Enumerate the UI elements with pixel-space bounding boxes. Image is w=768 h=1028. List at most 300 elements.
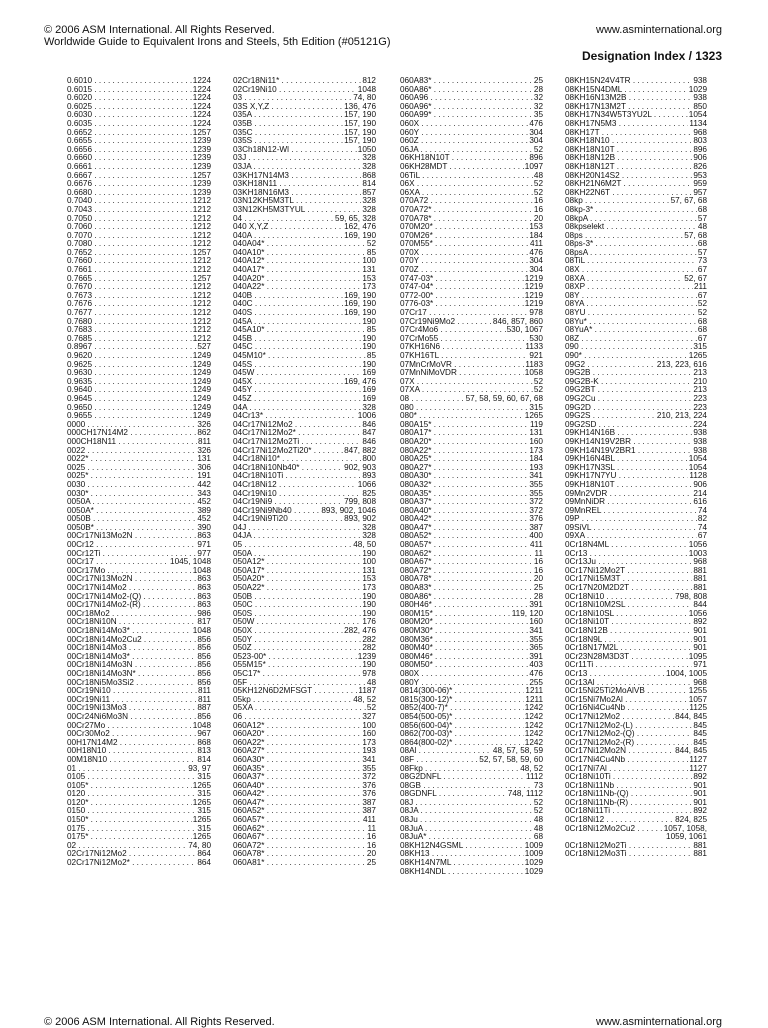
page-numbers: 1265: [192, 815, 211, 825]
page-numbers: 893, 902: [344, 514, 376, 524]
designation: 070Y . . .: [400, 257, 528, 266]
designation: 00Cr18Ni14Mo3N* . . .: [67, 670, 196, 679]
index-entry: [67, 825, 211, 834]
page-numbers: 845: [693, 720, 707, 730]
designation: 05 . . .: [233, 541, 352, 550]
index-entry: [67, 481, 211, 490]
index-entry: [67, 627, 211, 636]
page-numbers: 341: [529, 626, 543, 635]
index-entry: [565, 730, 707, 739]
index-entry: [67, 524, 211, 533]
index-entry: [67, 730, 211, 739]
designation: 080 . . .: [400, 404, 528, 413]
index-entry: [400, 687, 543, 696]
index-entry: [400, 137, 543, 146]
designation: 08KH17N5M3 . . .: [565, 120, 688, 129]
index-entry: [400, 249, 543, 258]
page-numbers: 892: [693, 617, 707, 627]
page-numbers: 846: [362, 419, 376, 429]
index-entry: [400, 807, 543, 816]
index-entry: [565, 257, 707, 266]
designation: 070M20* . . .: [400, 223, 528, 232]
page-numbers: 28: [533, 84, 543, 94]
page-numbers: 846: [362, 436, 376, 446]
designation: 080M50* . . .: [400, 661, 528, 670]
designation: 050A . . .: [233, 550, 361, 559]
designation: 060A83* . . .: [400, 77, 533, 86]
designation: 08TiL . . .: [565, 257, 697, 266]
designation: 000CH17N14M2 . . .: [67, 429, 196, 438]
index-entry: [565, 86, 707, 95]
index-entry: [565, 77, 707, 86]
designation: 0Cr17Ni7Al . . .: [565, 765, 688, 774]
index-entry: [565, 782, 707, 791]
page-numbers: 476: [529, 668, 543, 678]
index-entry: [233, 765, 376, 774]
page-numbers: 476: [529, 118, 543, 128]
index-entry: [67, 593, 211, 602]
designation: 00Cr18Ni14Mo3N . . .: [67, 661, 196, 670]
designation: 0050A* . . .: [67, 507, 196, 516]
index-entry: [565, 558, 707, 567]
designation: 03J . . .: [233, 154, 361, 163]
designation: 060X . . .: [400, 120, 528, 129]
page-numbers: 372: [529, 497, 543, 507]
index-entry: [565, 472, 707, 481]
designation: 070A72 . . .: [400, 197, 533, 206]
header-copyright: © 2006 ASM International. All Rights Reserved.: [44, 24, 275, 36]
index-entry: [67, 859, 211, 868]
index-entry: [565, 180, 707, 189]
page-numbers: 48: [697, 222, 707, 232]
index-entry: [67, 103, 211, 112]
index-entry: [400, 670, 543, 679]
page-numbers: 184: [529, 454, 543, 464]
page-numbers: 173: [362, 583, 376, 593]
designation: 060A67* . . .: [233, 833, 366, 842]
index-entry: [400, 111, 543, 120]
page-numbers: 190: [362, 316, 376, 326]
designation: 055M15* . . .: [233, 661, 361, 670]
designation: 08Al . . .: [400, 747, 492, 756]
designation: 0.6652 . . .: [67, 129, 192, 138]
designation: 09SiVL . . .: [565, 524, 697, 533]
page-numbers: 811: [197, 436, 211, 446]
page-numbers: 856: [197, 643, 211, 653]
designation: 09KH18N10T . . .: [565, 481, 692, 490]
page-numbers: 25: [533, 76, 543, 85]
index-entry: [565, 412, 707, 421]
page-numbers: 748, 1112: [507, 789, 543, 799]
designation: 0030* . . .: [67, 490, 196, 499]
designation: 00Cr19Ni10 . . .: [67, 687, 197, 696]
index-entry: [400, 524, 543, 533]
index-entry: [400, 490, 543, 499]
index-entry: [400, 447, 543, 456]
designation: 0Cr17Ni12Mo2-(L) . . .: [565, 722, 692, 731]
designation: 090* . . .: [565, 352, 688, 361]
page-numbers: 1054: [688, 110, 707, 120]
index-entry: [400, 704, 543, 713]
index-entry: [67, 816, 211, 825]
index-entry: [67, 257, 211, 266]
page-numbers: 176: [362, 617, 376, 627]
page-numbers: 845: [693, 729, 707, 739]
index-entry: [565, 747, 707, 756]
page-numbers: 184: [529, 230, 543, 240]
page-numbers: 893, 902, 1046: [321, 505, 376, 515]
index-entry: [565, 601, 707, 610]
designation: 080A78* . . .: [400, 575, 533, 584]
designation: 00Cr17Ni14Mo2 . . .: [67, 584, 196, 593]
index-entry: [67, 129, 211, 138]
index-entry: [67, 747, 211, 756]
designation: 08KH13 . . .: [400, 850, 524, 859]
page-numbers: 968: [693, 677, 707, 687]
page-numbers: 52, 57, 58, 59, 60: [479, 754, 543, 764]
page-numbers: 1249: [192, 393, 211, 403]
page-numbers: 616: [693, 497, 707, 507]
index-entry: [67, 722, 211, 731]
page-numbers: 1212: [192, 290, 211, 300]
page-numbers: 82: [697, 514, 707, 524]
page-numbers: 255: [529, 677, 543, 687]
designation: 08KH12N4GSML . . .: [400, 842, 524, 851]
designation: 0856(600-04)* . . .: [400, 722, 524, 731]
page-numbers: 57: [697, 247, 707, 257]
page-numbers: 387: [362, 797, 376, 807]
page-numbers: 411: [529, 239, 543, 249]
index-entry: [400, 163, 543, 172]
index-entry: [400, 464, 543, 473]
designation: 050B . . .: [233, 593, 361, 602]
designation: 00Cr18Mo2 . . .: [67, 610, 196, 619]
index-entry: [67, 850, 211, 859]
page-numbers: 1239: [192, 144, 211, 154]
page-numbers: 1239: [192, 187, 211, 197]
index-entry: [233, 773, 376, 782]
page-numbers: 825: [362, 488, 376, 498]
designation: 08Fkp . . .: [400, 765, 519, 774]
designation: 05kp . . .: [233, 696, 352, 705]
page-numbers: 190: [362, 600, 376, 610]
designation: 06KH28MDT . . .: [400, 163, 524, 172]
index-column-4: [565, 77, 707, 859]
page-numbers: 844, 845: [675, 711, 707, 721]
designation: 07X . . .: [400, 378, 533, 387]
designation: 060A99* . . .: [400, 111, 533, 120]
page-numbers: 223: [693, 402, 707, 412]
index-entry: [67, 378, 211, 387]
index-entry: [233, 343, 376, 352]
index-entry: [400, 129, 543, 138]
page-numbers: 1242: [524, 720, 543, 730]
index-entry: [565, 163, 707, 172]
designation: 0.6015 . . .: [67, 86, 192, 95]
page-numbers: 376: [529, 514, 543, 524]
index-entry: [565, 215, 707, 224]
designation: 080M15* . . .: [400, 610, 511, 619]
index-entry: [565, 309, 707, 318]
page-numbers: 978: [529, 308, 543, 318]
designation: 060A72* . . .: [233, 842, 366, 851]
index-entry: [233, 172, 376, 181]
designation: 060Y . . .: [400, 129, 528, 138]
page-numbers: 169, 190: [344, 290, 376, 300]
page-numbers: 57, 67, 68: [670, 196, 707, 206]
designation: 080M20* . . .: [400, 618, 528, 627]
index-entry: [565, 627, 707, 636]
page-numbers: 1125: [689, 703, 707, 713]
index-entry: [400, 257, 543, 266]
designation: 0.7070 . . .: [67, 232, 192, 241]
page-numbers: 403: [529, 660, 543, 670]
page-numbers: 896: [693, 144, 707, 154]
index-entry: [67, 455, 211, 464]
page-numbers: 328: [362, 522, 376, 532]
page-numbers: 85: [366, 247, 376, 257]
index-entry: [67, 197, 211, 206]
index-entry: [67, 541, 211, 550]
designation: 04Cr18Ni10Nb40* . . .: [233, 464, 343, 473]
page-numbers: 893: [362, 471, 376, 481]
designation: 080X . . .: [400, 670, 528, 679]
designation: 00Cr12Ti . . .: [67, 550, 196, 559]
page-numbers: 119, 120: [511, 608, 543, 618]
page-numbers: 1009: [524, 849, 543, 859]
index-entry: [565, 498, 707, 507]
designation: 0Cr18N9L . . .: [565, 636, 692, 645]
page-numbers: 1212: [192, 230, 211, 240]
footer-website: www.asminternational.org: [596, 1016, 722, 1028]
index-entry: [565, 575, 707, 584]
index-entry: [565, 842, 707, 851]
designation: 07MnCrMoVR . . .: [400, 361, 524, 370]
designation: 040A22* . . .: [233, 283, 361, 292]
page-numbers: 1212: [192, 222, 211, 232]
page-numbers: 1239: [192, 179, 211, 189]
index-column-2: [233, 77, 376, 868]
designation: 070M55* . . .: [400, 240, 529, 249]
page-numbers: 328: [362, 402, 376, 412]
page-numbers: 1112: [526, 772, 543, 782]
index-entry: [233, 722, 376, 731]
designation: 0776-03* . . .: [400, 300, 524, 309]
index-entry: [67, 180, 211, 189]
page-numbers: 1058: [524, 368, 543, 378]
index-entry: [565, 146, 707, 155]
page-numbers: 387: [529, 522, 543, 532]
index-entry: [67, 532, 211, 541]
designation: 0.9655 . . .: [67, 412, 192, 421]
index-entry: [400, 429, 543, 438]
designation: 08G2DNFL . . .: [400, 773, 525, 782]
index-entry: [400, 240, 543, 249]
page-numbers: 160: [529, 436, 543, 446]
index-entry: [233, 309, 376, 318]
designation: 04Cr19Ni9 . . .: [233, 498, 343, 507]
designation: 080M46* . . .: [400, 653, 528, 662]
index-entry: [67, 567, 211, 576]
page-numbers: 157, 190: [344, 127, 376, 137]
designation: 0854(500-05)* . . .: [400, 713, 524, 722]
page-numbers: 315: [529, 402, 543, 412]
designation: 08kpselekt . . .: [565, 223, 697, 232]
page-numbers: 1133: [525, 342, 543, 352]
index-entry: [233, 679, 376, 688]
designation: 07MnNiMoVDR . . .: [400, 369, 524, 378]
designation: 0.6025 . . .: [67, 103, 192, 112]
page-numbers: 1242: [524, 711, 543, 721]
index-entry: [67, 429, 211, 438]
index-entry: [233, 790, 376, 799]
page-numbers: 387: [362, 806, 376, 816]
index-entry: [67, 782, 211, 791]
designation: 0.6680 . . .: [67, 189, 192, 198]
designation: 080A25* . . .: [400, 455, 528, 464]
designation: 080* . . .: [400, 412, 524, 421]
page-numbers: 282: [362, 643, 376, 653]
page-numbers: 157, 190: [344, 136, 376, 146]
index-entry: [565, 318, 707, 327]
page-numbers: 67: [697, 265, 707, 275]
index-entry: [233, 77, 376, 86]
page-numbers: 214: [693, 488, 707, 498]
index-entry: [400, 584, 543, 593]
designation: 0150 . . .: [67, 807, 196, 816]
designation: 060A78* . . .: [233, 850, 366, 859]
designation: 0.6655 . . .: [67, 137, 192, 146]
page-numbers: 1187: [358, 686, 376, 696]
page-numbers: 74: [697, 522, 707, 532]
page-numbers: 845: [693, 737, 707, 747]
index-entry: [400, 636, 543, 645]
index-entry: [400, 292, 543, 301]
index-entry: [67, 739, 211, 748]
index-entry: [565, 713, 707, 722]
index-entry: [233, 421, 376, 430]
designation: 0.7673 . . .: [67, 292, 192, 301]
index-entry: [565, 300, 707, 309]
index-entry: [400, 215, 543, 224]
page-numbers: 131: [529, 428, 543, 438]
index-entry: [233, 275, 376, 284]
page-numbers: 327: [362, 711, 376, 721]
page-numbers: 153: [362, 574, 376, 584]
page-numbers: 355: [529, 479, 543, 489]
designation: 0Cr18Ni12Mo2Cu2 . . .: [565, 825, 663, 834]
designation: 03S X,Y,Z . . .: [233, 103, 343, 112]
index-entry: [233, 386, 376, 395]
designation: 00Cr19Ni11 . . .: [67, 696, 197, 705]
index-entry: [565, 120, 707, 129]
page-numbers: 173: [362, 737, 376, 747]
index-entry: [400, 722, 543, 731]
index-entry: [400, 412, 543, 421]
designation: 08J . . .: [400, 799, 533, 808]
page-numbers: 48: [533, 170, 543, 180]
page-numbers: 52: [533, 179, 543, 189]
designation: 05C17* . . .: [233, 670, 361, 679]
designation: 0Cr17Ni12Mo2-(R) . . .: [565, 739, 692, 748]
index-entry: [565, 756, 707, 765]
index-entry: [565, 507, 707, 516]
designation: 00Cr30Mo2 . . .: [67, 730, 196, 739]
designation: 0747-03* . . .: [400, 275, 524, 284]
designation: 05F . . .: [233, 679, 366, 688]
designation: 080A37* . . .: [400, 498, 528, 507]
index-entry: [67, 515, 211, 524]
designation: 060Z . . .: [400, 137, 528, 146]
page-numbers: 328: [362, 161, 376, 171]
index-entry: [233, 197, 376, 206]
index-entry: [67, 464, 211, 473]
index-entry: [400, 567, 543, 576]
designation: 04Cr17Ni12Mo2Ti20* . . .: [233, 447, 343, 456]
designation: 080A47* . . .: [400, 524, 528, 533]
page-numbers: 1242: [524, 729, 543, 739]
index-entry: [67, 713, 211, 722]
index-entry: [400, 352, 543, 361]
index-entry: [233, 352, 376, 361]
page-numbers: 863: [197, 574, 211, 584]
index-entry: [565, 240, 707, 249]
page-numbers: 328: [362, 204, 376, 214]
page-numbers: 52: [533, 806, 543, 816]
page-numbers: 812: [362, 76, 376, 85]
index-entry: [233, 799, 376, 808]
page-numbers: 52: [533, 797, 543, 807]
index-entry: [565, 790, 707, 799]
page-numbers: 355: [529, 488, 543, 498]
designation: 04Cr18Ni12 . . .: [233, 481, 357, 490]
index-entry: [233, 232, 376, 241]
page-numbers: 20: [533, 213, 543, 223]
designation: 045S . . .: [233, 361, 361, 370]
page-numbers: 978: [362, 668, 376, 678]
page-numbers: 1029: [688, 84, 707, 94]
designation: 03JA . . .: [233, 163, 361, 172]
designation: 03Ch18N12-Wl . . .: [233, 146, 357, 155]
index-entry: [233, 137, 376, 146]
page-numbers: 1212: [192, 204, 211, 214]
page-numbers: 938: [693, 445, 707, 455]
page-numbers: 864: [197, 858, 211, 868]
page-numbers: 1048: [192, 565, 211, 575]
page-numbers: 814: [362, 179, 376, 189]
index-entry: [67, 111, 211, 120]
page-numbers: 391: [529, 651, 543, 661]
index-entry: [565, 490, 707, 499]
designation: 0.9645 . . .: [67, 395, 192, 404]
index-entry: [565, 653, 707, 662]
index-entry: [565, 361, 707, 370]
designation: 045A10* . . .: [233, 326, 366, 335]
designation: 080A15* . . .: [400, 421, 529, 430]
index-entry: [400, 825, 543, 834]
designation: 08KH20N14S2 . . .: [565, 172, 692, 181]
index-entry: [565, 464, 707, 473]
page-numbers: 856: [197, 711, 211, 721]
index-entry: [565, 292, 707, 301]
index-entry: [400, 859, 543, 868]
designation: 0.6676 . . .: [67, 180, 192, 189]
index-entry: [67, 490, 211, 499]
designation: 08KH17N34W5T3YU2L . . .: [565, 111, 688, 120]
page-numbers: 476: [529, 247, 543, 257]
designation: 0Cr18Ni11Ti . . .: [565, 807, 692, 816]
designation: 08YU . . .: [565, 309, 697, 318]
